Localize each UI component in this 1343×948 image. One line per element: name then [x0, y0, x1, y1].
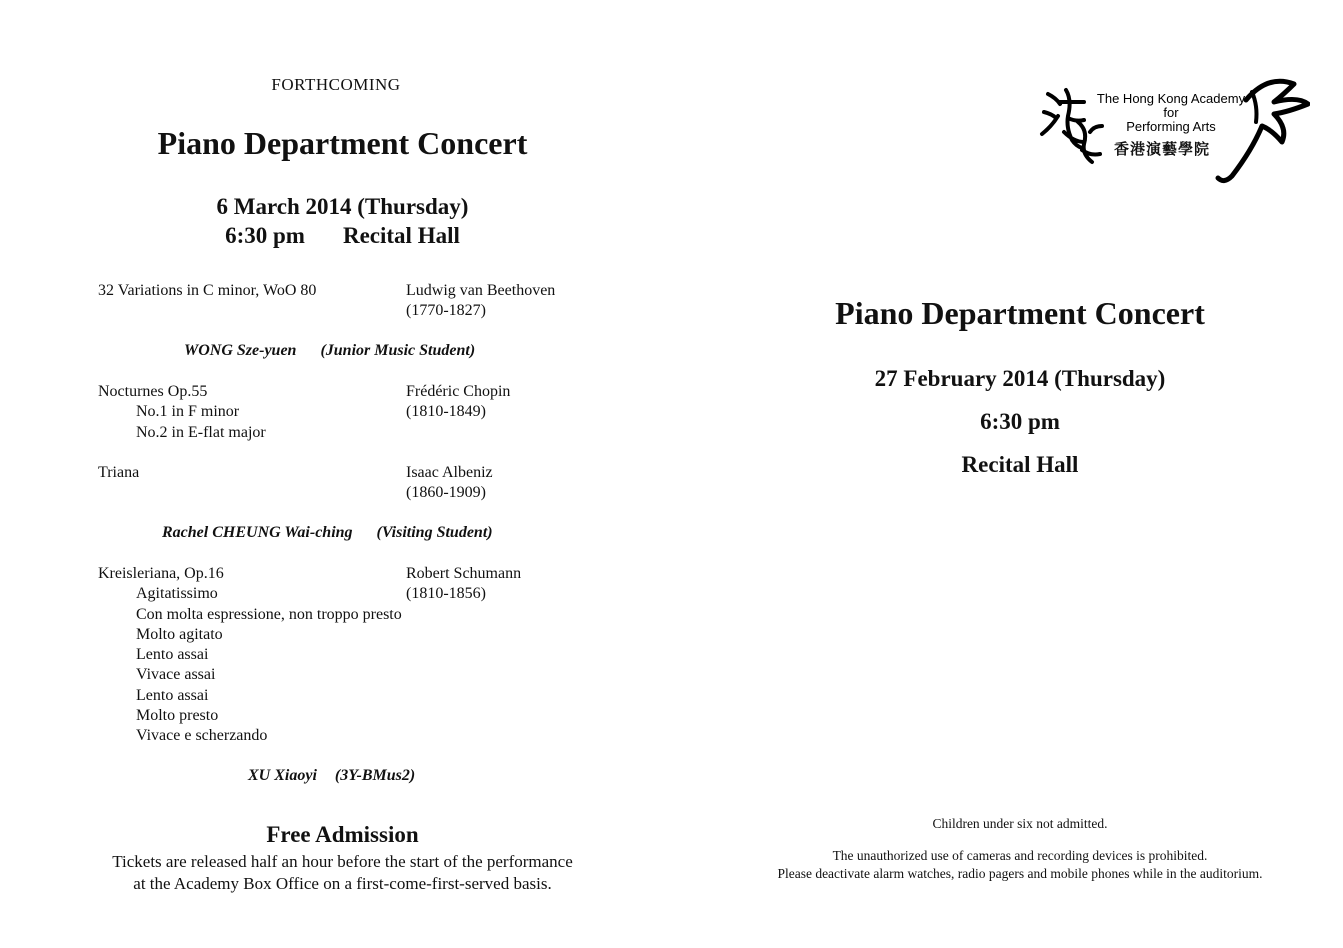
ticket-info-line: at the Academy Box Office on a first-come-first-served basis. — [133, 874, 552, 893]
notice-line: The unauthorized use of cameras and recording devices is prohibited. — [832, 848, 1208, 863]
left-concert-time: 6:30 pm — [225, 223, 305, 248]
right-concert-title: Piano Department Concert — [835, 295, 1205, 331]
left-concert-title: Piano Department Concert — [157, 125, 528, 161]
performer-name: WONG Sze-yuen — [184, 342, 297, 359]
right-concert-time: 6:30 pm — [980, 409, 1060, 434]
work-schumann — [98, 564, 402, 747]
composer-years: (1810-1856) — [406, 585, 486, 603]
movement: Con molta espressione, non troppo presto — [136, 605, 402, 623]
performer-2 — [162, 524, 493, 542]
movement: No.1 in F minor — [136, 403, 240, 421]
work-title: Nocturnes Op.55 — [98, 383, 208, 400]
logo-line: Performing Arts — [1126, 119, 1216, 134]
notice-recording — [700, 847, 1340, 883]
work-title: Kreisleriana, Op.16 — [98, 565, 224, 582]
ticket-info-line: Tickets are released half an hour before the start of the performance — [112, 852, 573, 871]
work-beethoven: 32 Variations in C minor, WoO 80 — [98, 282, 317, 299]
left-concert-date: 6 March 2014 (Thursday) — [216, 194, 469, 219]
performer-role: (Visiting Student) — [376, 524, 493, 541]
logo-text-en — [1090, 92, 1252, 134]
performer-role: (3Y-BMus2) — [334, 767, 416, 784]
left-time-venue — [100, 223, 585, 249]
performer-name: XU Xiaoyi — [248, 767, 317, 784]
composer-years: (1810-1849) — [406, 403, 486, 421]
right-concert-date: 27 February 2014 (Thursday) — [874, 366, 1166, 391]
academy-logo — [1038, 72, 1310, 184]
notice-children: Children under six not admitted. — [932, 816, 1108, 831]
performer-role: (Junior Music Student) — [320, 342, 476, 359]
movement: Agitatissimo — [136, 585, 218, 603]
movement: Lento assai — [136, 646, 209, 664]
movement: Molto agitato — [136, 625, 223, 643]
logo-text-zh: 香港演藝學院 — [1114, 140, 1211, 158]
movement: Molto presto — [136, 707, 219, 725]
free-admission-heading: Free Admission — [266, 822, 419, 847]
performer-3 — [248, 767, 415, 785]
composer-albeniz — [406, 463, 493, 504]
composer-years: (1770-1827) — [406, 302, 486, 320]
work-albeniz: Triana — [98, 464, 140, 481]
movement: Vivace e scherzando — [136, 727, 268, 745]
right-concert-venue: Recital Hall — [961, 452, 1079, 477]
performer-1 — [184, 342, 475, 360]
movement: No.2 in E-flat major — [136, 423, 266, 441]
composer-name: Robert Schumann — [406, 565, 522, 582]
work-chopin — [98, 382, 266, 443]
logo-line: for — [1163, 105, 1179, 120]
left-concert-venue: Recital Hall — [342, 223, 460, 248]
movement: Vivace assai — [136, 666, 216, 684]
performer-name: Rachel CHEUNG Wai-ching — [162, 524, 353, 541]
composer-beethoven — [406, 281, 555, 322]
movement: Lento assai — [136, 686, 209, 704]
forthcoming-label: FORTHCOMING — [271, 75, 401, 94]
composer-schumann — [406, 564, 521, 605]
composer-name: Ludwig van Beethoven — [406, 282, 556, 299]
composer-name: Frédéric Chopin — [406, 383, 511, 400]
composer-name: Isaac Albeniz — [406, 464, 493, 481]
composer-chopin — [406, 382, 510, 423]
logo-line: The Hong Kong Academy — [1096, 91, 1246, 106]
notice-line: Please deactivate alarm watches, radio pagers and mobile phones while in the auditorium. — [777, 866, 1263, 881]
composer-years: (1860-1909) — [406, 484, 486, 502]
ticket-info — [60, 851, 625, 895]
